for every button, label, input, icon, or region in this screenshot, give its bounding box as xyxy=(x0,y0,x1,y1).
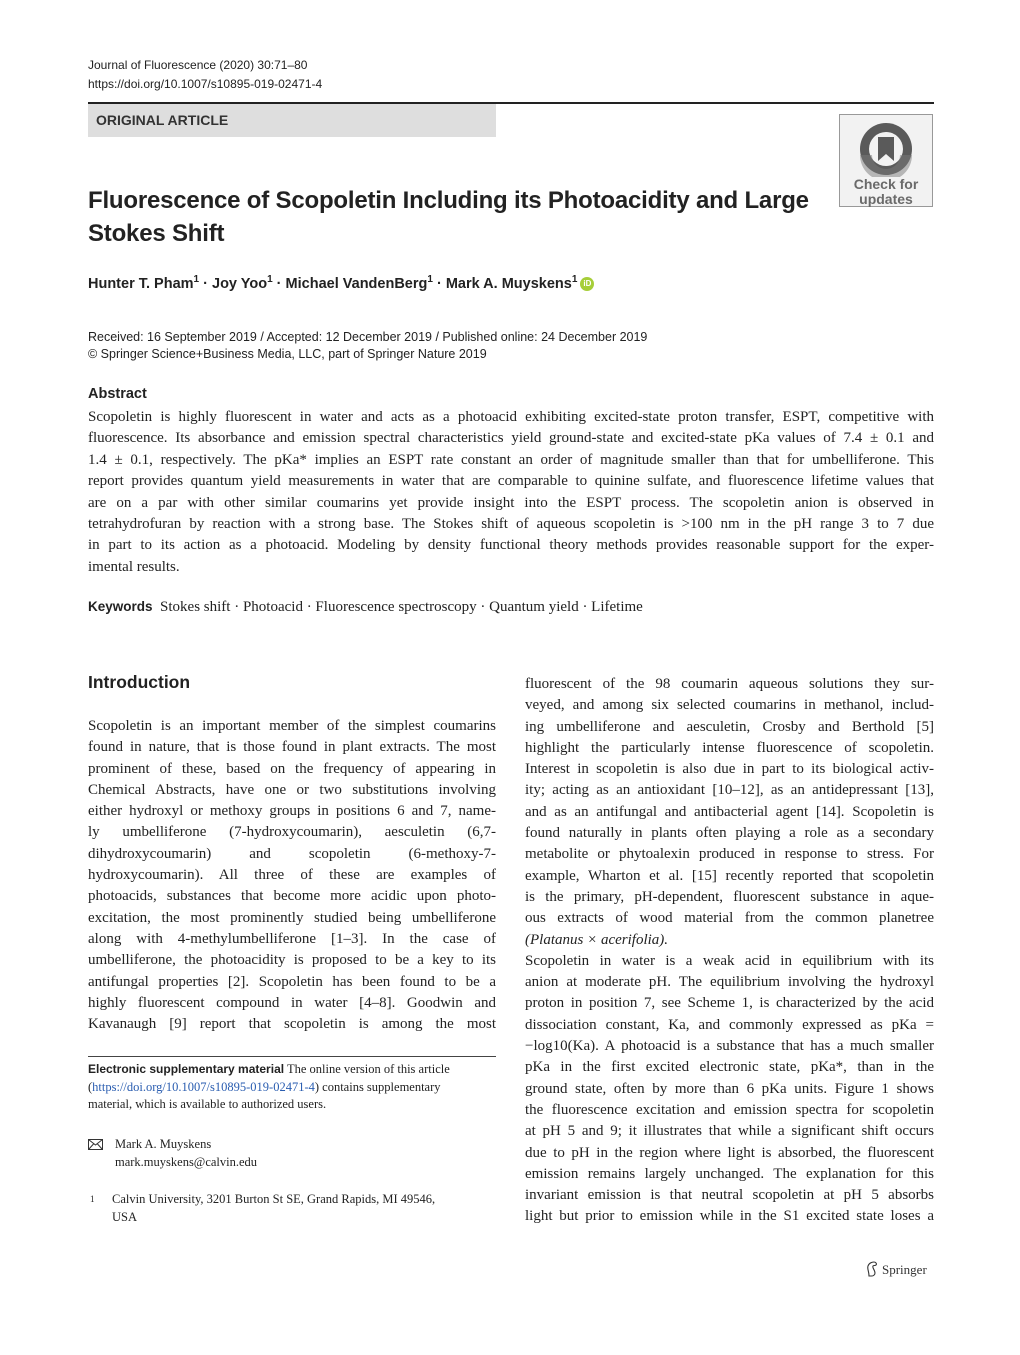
body-line: dihydroxycoumarin) and scopoletin (6-methoxy-7- xyxy=(88,845,496,862)
article-title: Fluorescence of Scopoletin Including its Photoacidity and Large Stokes Shift xyxy=(88,187,809,247)
orcid-icon[interactable]: iD xyxy=(580,277,594,291)
springer-horse-icon xyxy=(866,1261,878,1277)
body-line: invariant emission is that neutral scopoletin at pH 5 absorbs xyxy=(525,1187,934,1204)
journal-citation: Journal of Fluorescence (2020) 30:71–80 xyxy=(88,58,308,72)
abstract-line: fluorescence. Its absorbance and emission spectral characteristics yield ground-state and excited-state pKa values of 7.4 ± 0.1 and xyxy=(88,430,934,447)
body-line: Chemical Abstracts, have one or two substitutions involving xyxy=(88,781,496,798)
body-line: prominent of these, based on the frequency of appearing in xyxy=(88,760,496,777)
author-name[interactable]: Hunter T. Pham xyxy=(88,276,194,292)
body-line: emission remains largely unchanged. The explanation for this xyxy=(525,1165,934,1182)
article-type-label: ORIGINAL ARTICLE xyxy=(88,104,496,137)
body-line: example, Wharton et al. [15] recently reported that scopoletin xyxy=(525,867,934,884)
author-affil-marker: 1 xyxy=(193,274,200,286)
abstract-line: are on a par with other similar coumarins yet provide insight into the ESPT process. The scopoletin anion is observed in xyxy=(88,494,934,511)
body-line: found naturally in plants often playing a role as a secondary xyxy=(525,825,934,842)
corresponding-author xyxy=(88,1136,257,1171)
author-name[interactable]: Michael VandenBerg xyxy=(285,276,428,292)
body-line: ous extracts of wood material from the common planetree xyxy=(525,910,934,927)
body-line: Interest in scopoletin is also due in part to its biological activ- xyxy=(525,761,934,778)
publisher-footer xyxy=(866,1261,927,1278)
abstract-line: Scopoletin is highly fluorescent in water and acts as a photoacid exhibiting excited-state proton transfer, ESPT, competitive with xyxy=(88,409,934,425)
esm-text: material, which is available to authorized users. xyxy=(88,1097,327,1111)
body-line: antifungal properties [2]. Scopoletin has been found to be a xyxy=(88,973,496,990)
publisher-name: Springer xyxy=(882,1262,927,1277)
author-affil-marker: 1 xyxy=(267,274,273,286)
body-line: ground state, often by more than 6 pKa units. Figure 1 shows xyxy=(525,1080,934,1097)
author-name[interactable]: Mark A. Muyskens xyxy=(445,276,572,292)
crossmark-icon xyxy=(858,121,914,177)
body-line: light but prior to emission while in the S1 excited state loses a xyxy=(525,1208,934,1225)
affiliation-text: USA xyxy=(112,1209,138,1224)
article-dates xyxy=(88,329,647,363)
affiliation-text: Calvin University, 3201 Burton St SE, Grand Rapids, MI 49546, xyxy=(112,1192,436,1206)
intro-right-column xyxy=(525,674,934,1228)
body-line: at pH 5 and 9; it illustrates that while a significant shift occurs xyxy=(525,1123,934,1140)
esm-text: ) contains supplementary xyxy=(314,1079,441,1094)
body-line: dissociation constant, Ka, and commonly expressed as pKa = xyxy=(525,1016,934,1033)
keywords-label: Keywords xyxy=(88,599,153,614)
doi-link[interactable]: https://doi.org/10.1007/s10895-019-02471-4 xyxy=(88,77,323,91)
supplementary-material-note: Electronic supplementary material The online version of this article (https://doi.org/10.1007/s10895-019-02471-4) contains supplementary material, which is available to authorized users. xyxy=(88,1062,450,1111)
abstract-line: tetrahydrofuran by reaction with a strong base. The Stokes shift of aqueous scopoletin is >100 nm in the pH range 3 to 7 due xyxy=(88,516,934,533)
keywords-list: Stokes shift · Photoacid · Fluorescence spectroscopy · Quantum yield · Lifetime xyxy=(160,599,643,615)
envelope-icon xyxy=(88,1139,103,1150)
contact-email[interactable]: mark.muyskens@calvin.edu xyxy=(115,1154,258,1169)
badge-label-check: Check for xyxy=(853,176,919,192)
body-line: and as an antifungal and antibacterial agent [14]. Scopoletin is xyxy=(525,803,934,820)
abstract-line: imental results. xyxy=(88,558,180,575)
author-separator: · xyxy=(276,276,282,292)
body-line: is the primary, pH-dependent, fluorescent substance in aque- xyxy=(525,888,934,905)
body-line: veyed, and among six selected coumarins in methanol, includ- xyxy=(525,697,934,714)
author-name[interactable]: Joy Yoo xyxy=(212,276,268,292)
body-line: highlight the particularly intense fluorescence of scopoletin. xyxy=(525,739,934,756)
check-for-updates-badge[interactable] xyxy=(839,114,933,207)
abstract-line: 1.4 ± 0.1, respectively. The pKa* implies an ESPT rate constant an order of magnitude smaller than that for umbelliferone. This xyxy=(88,451,934,468)
body-line: along with 4-methylumbelliferone [1–3]. In the case of xyxy=(88,930,496,947)
abstract-body xyxy=(88,407,934,578)
abstract-line: report provides quantum yield measurements in water that are comparable to quinine sulfate, and fluorescence lifetime values that xyxy=(88,473,934,490)
section-heading-introduction: Introduction xyxy=(88,672,191,692)
footnote-rule xyxy=(88,1056,496,1057)
affiliation-note: 1 Calvin University, 3201 Burton St SE, Grand Rapids, MI 49546, USA xyxy=(88,1191,496,1226)
author-list xyxy=(88,276,594,292)
body-line: hydroxycoumarin). All three of these are examples of xyxy=(88,867,496,884)
body-line: proton in position 7, see Scheme 1, is characterized by the acid xyxy=(525,995,934,1012)
body-line: ing umbelliferone and aesculetin, Crosby and Berthold [5] xyxy=(525,718,934,735)
contact-name: Mark A. Muyskens xyxy=(115,1137,212,1151)
author-separator: · xyxy=(203,276,208,292)
body-line: excitation, the most prominently studied being umbelliferone xyxy=(88,909,496,926)
esm-link[interactable]: https://doi.org/10.1007/s10895-019-02471-4 xyxy=(92,1079,315,1094)
body-line: Scopoletin in water is a weak acid in equilibrium with its xyxy=(525,952,934,969)
body-line: found in nature, that is those found in plant extracts. The most xyxy=(88,739,496,756)
body-line: umbelliferone, the photoacidity is proposed to be a key to its xyxy=(88,952,496,969)
body-line: anion at moderate pH. The equilibrium involving the hydroxyl xyxy=(525,974,934,991)
body-line: metabolite or phytoalexin produced in response to stress. For xyxy=(525,846,934,863)
body-line: fluorescent of the 98 coumarin aqueous solutions they sur- xyxy=(525,676,934,692)
esm-text: The online version of this article xyxy=(284,1062,450,1076)
body-line: due to pH in the region where light is absorbed, the fluorescent xyxy=(525,1144,934,1161)
body-line: highly fluorescent compound in water [4–8]. Goodwin and xyxy=(88,994,496,1011)
body-line: −log10(Ka). A photoacid is a substance that has a much smaller xyxy=(525,1038,934,1055)
journal-header xyxy=(88,56,322,94)
intro-left-column xyxy=(88,716,496,1035)
author-affil-marker: 1 xyxy=(427,274,433,286)
body-line: ly umbelliferone (7-hydroxycoumarin), aesculetin (6,7- xyxy=(88,824,496,841)
body-line: photoacids, substances that become more acidic upon photo- xyxy=(88,888,496,905)
author-separator: · xyxy=(436,276,442,292)
received-accepted-published: Received: 16 September 2019 / Accepted: 12 December 2019 / Published online: 24 December 2019 xyxy=(88,330,648,344)
abstract-line: in part to its action as a photoacid. Modeling by density functional theory methods provides reasonable support for the exper- xyxy=(88,537,934,554)
copyright-line: © Springer Science+Business Media, LLC, part of Springer Nature 2019 xyxy=(88,347,487,361)
body-line: Scopoletin is an important member of the simplest coumarins xyxy=(88,718,496,734)
body-line: (Platanus × acerifolia). xyxy=(525,931,669,948)
body-line: pKa in the first excited electronic state, pKa*, than in the xyxy=(525,1059,934,1076)
body-line: either hydroxyl or methoxy groups in positions 6 and 7, name- xyxy=(88,803,496,820)
esm-label: Electronic supplementary material xyxy=(88,1062,285,1076)
body-line: the fluorescence excitation and emission spectra for scopoletin xyxy=(525,1101,934,1118)
body-line: Kavanaugh [9] report that scopoletin is among the most xyxy=(88,1016,496,1033)
body-line: ity; acting as an antioxidant [10–12], as an antidepressant [13], xyxy=(525,782,934,799)
badge-label-updates: updates xyxy=(859,191,913,207)
keywords xyxy=(88,599,643,616)
abstract-heading: Abstract xyxy=(88,386,147,402)
author-affil-marker: 1 xyxy=(571,274,578,286)
